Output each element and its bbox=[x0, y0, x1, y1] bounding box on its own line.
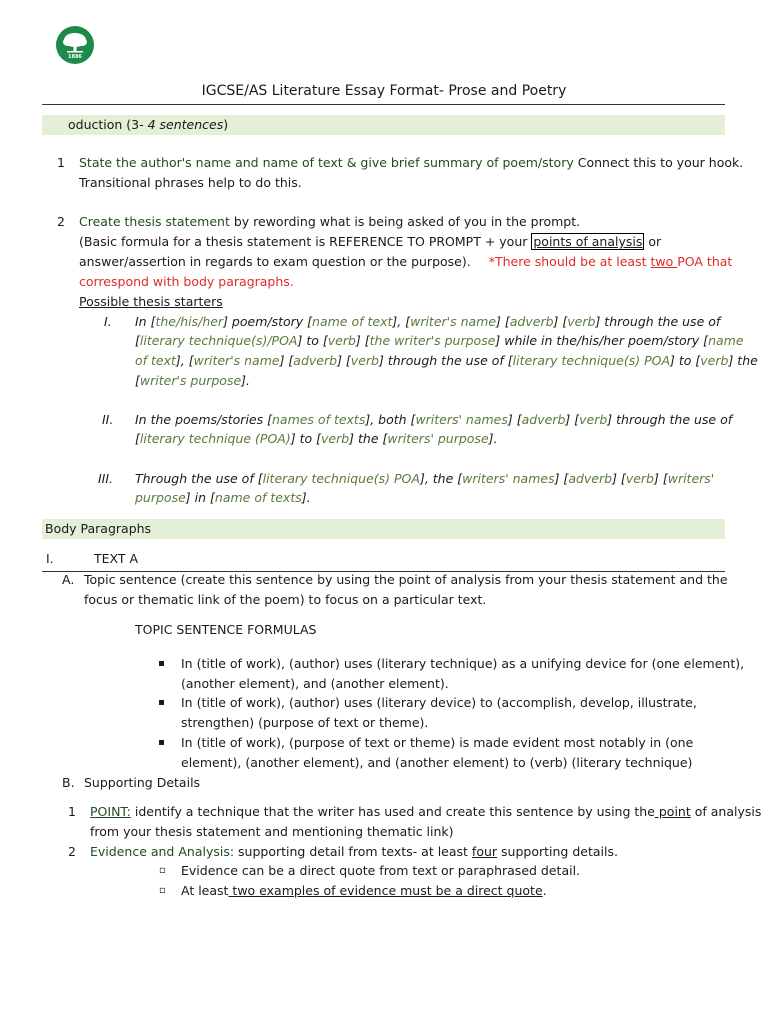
placeholder-text: writers' names bbox=[462, 471, 555, 486]
starter-1-line2 bbox=[135, 332, 744, 350]
text-a-label: TEXT A bbox=[94, 551, 139, 566]
point-line1: POINT: identify a technique that the writer has used and create this sentence by using the point of analysis bbox=[90, 804, 762, 819]
b-text: Supporting Details bbox=[84, 775, 201, 790]
starter-2-line1 bbox=[135, 411, 732, 429]
template-text: ] [ bbox=[507, 412, 522, 427]
placeholder-text: literary technique(s)/POA bbox=[139, 333, 298, 348]
template-text: [ bbox=[135, 431, 140, 446]
placeholder-text: the/his/her bbox=[155, 314, 224, 329]
sub-bullet-2: ▫ bbox=[159, 885, 166, 896]
template-text: ], the [ bbox=[419, 471, 463, 486]
placeholder-text: writer's purpose bbox=[139, 373, 242, 388]
placeholder-text: verb bbox=[579, 412, 608, 427]
placeholder-text: verb bbox=[350, 353, 379, 368]
school-logo bbox=[56, 26, 94, 64]
starter-1-line1 bbox=[135, 313, 720, 331]
starter-3-line1 bbox=[135, 470, 714, 488]
placeholder-text: literary technique(s) POA bbox=[262, 471, 420, 486]
formulas-title: TOPIC SENTENCE FORMULAS bbox=[135, 622, 317, 637]
template-text: ] [ bbox=[496, 314, 510, 329]
text-a-number: I. bbox=[46, 551, 54, 566]
item2-line3: answer/assertion in regards to exam question or the purpose). *There should be at least two POA that bbox=[79, 254, 733, 269]
template-text: ] [ bbox=[565, 412, 580, 427]
placeholder-text: writers' names bbox=[415, 412, 508, 427]
item2-number: 2 bbox=[57, 214, 65, 229]
a-line2: focus or thematic link of the poem) to focus on a particular text. bbox=[84, 592, 487, 607]
placeholder-text: writers' purpose bbox=[387, 431, 489, 446]
template-text: ] [ bbox=[553, 314, 568, 329]
template-text: ] [ bbox=[355, 333, 370, 348]
logo-year: 1886 bbox=[68, 54, 82, 60]
template-text: ]. bbox=[488, 431, 498, 446]
placeholder-text: verb bbox=[700, 353, 729, 368]
template-text: ] [ bbox=[612, 471, 626, 486]
placeholder-text: purpose bbox=[135, 490, 186, 505]
evidence-sub2: At least two examples of evidence must be a direct quote. bbox=[181, 883, 547, 898]
placeholder-text: verb bbox=[320, 431, 350, 446]
placeholder-text: adverb bbox=[293, 353, 338, 368]
template-text: ] [ bbox=[279, 353, 294, 368]
bullet-3 bbox=[159, 740, 164, 745]
a-line1: Topic sentence (create this sentence by using the point of analysis from your thesis statement and the bbox=[84, 572, 728, 587]
body-header: Body Paragraphs bbox=[45, 521, 152, 536]
bullet-2 bbox=[159, 700, 164, 705]
placeholder-text: name of texts bbox=[214, 490, 302, 505]
placeholder-text: literary technique(s) POA bbox=[512, 353, 671, 368]
intro-header: oduction (3- 4 sentences) bbox=[68, 117, 229, 132]
template-text: In the poems/stories [ bbox=[135, 412, 272, 427]
template-text: ] to [ bbox=[290, 431, 321, 446]
roman-2: II. bbox=[102, 412, 114, 427]
template-text: [ bbox=[135, 373, 140, 388]
evidence-line: Evidence and Analysis: supporting detail from texts- at least four supporting details. bbox=[90, 844, 618, 859]
template-text: ] the [ bbox=[349, 431, 388, 446]
template-text: ], both [ bbox=[365, 412, 416, 427]
template-text: ] [ bbox=[337, 353, 351, 368]
template-text: [ bbox=[135, 333, 140, 348]
starter-1-line3 bbox=[135, 352, 758, 370]
placeholder-text: names of texts bbox=[271, 412, 366, 427]
roman-1: I. bbox=[104, 314, 112, 329]
formula-3-line1: In (title of work), (purpose of text or theme) is made evident most notably in (one bbox=[181, 735, 694, 750]
bullet-1 bbox=[159, 661, 164, 666]
placeholder-text: verb bbox=[625, 471, 654, 486]
placeholder-text: writer's name bbox=[193, 353, 280, 368]
template-text: ], [ bbox=[392, 314, 411, 329]
a-label: A. bbox=[62, 572, 75, 587]
item2-line4: correspond with body paragraphs. bbox=[79, 274, 294, 289]
template-text: ]. bbox=[241, 373, 251, 388]
placeholder-text: literary technique (POA) bbox=[139, 431, 291, 446]
item1-number: 1 bbox=[57, 155, 65, 170]
template-text: ] [ bbox=[653, 471, 668, 486]
placeholder-text: of text bbox=[135, 353, 176, 368]
title-rule bbox=[42, 104, 725, 105]
placeholder-text: name bbox=[708, 333, 744, 348]
starter-1-line4 bbox=[135, 372, 250, 390]
placeholder-text: verb bbox=[567, 314, 596, 329]
template-text: ] [ bbox=[554, 471, 569, 486]
template-text: ] poem/story [ bbox=[223, 314, 313, 329]
template-text: In [ bbox=[135, 314, 156, 329]
placeholder-text: adverb bbox=[509, 314, 554, 329]
template-text: ]. bbox=[301, 490, 311, 505]
item2-line1: Create thesis statement by rewording what is being asked of you in the prompt. bbox=[79, 214, 581, 229]
placeholder-text: verb bbox=[327, 333, 356, 348]
starter-2-line2 bbox=[135, 430, 498, 448]
placeholder-text: writers' bbox=[667, 471, 715, 486]
formula-2-line1: In (title of work), (author) uses (literary device) to (accomplish, develop, illustrate, bbox=[181, 695, 697, 710]
formula-2-line2: strengthen) (purpose of text or theme). bbox=[181, 715, 429, 730]
placeholder-text: the writer's purpose bbox=[369, 333, 496, 348]
formula-3-line2: element), (another element), and (another element) to (verb) (literary technique) bbox=[181, 755, 693, 770]
template-text: ] to [ bbox=[670, 353, 701, 368]
item1-line2: Transitional phrases help to do this. bbox=[79, 175, 302, 190]
placeholder-text: adverb bbox=[568, 471, 613, 486]
template-text: ] in [ bbox=[185, 490, 215, 505]
template-text: ] through the use of [ bbox=[378, 353, 513, 368]
roman-3: III. bbox=[98, 471, 114, 486]
template-text: Through the use of [ bbox=[135, 471, 263, 486]
formula-1-line2: (another element), and (another element). bbox=[181, 676, 449, 691]
point-line2: from your thesis statement and mentioning thematic link) bbox=[90, 824, 454, 839]
placeholder-text: adverb bbox=[521, 412, 566, 427]
template-text: ] through the use of bbox=[595, 314, 721, 329]
evidence-number: 2 bbox=[68, 844, 76, 859]
starter-3-line2 bbox=[135, 489, 311, 507]
item1-line1: State the author's name and name of text & give brief summary of poem/story Connect this to your hook. bbox=[79, 155, 744, 170]
template-text: ] to [ bbox=[297, 333, 328, 348]
page-title: IGCSE/AS Literature Essay Format- Prose and Poetry bbox=[201, 83, 567, 99]
template-text: ], [ bbox=[175, 353, 194, 368]
b-label: B. bbox=[62, 775, 75, 790]
template-text: ] through the use of bbox=[607, 412, 733, 427]
formula-1-line1: In (title of work), (author) uses (literary technique) as a unifying device for (one element), bbox=[181, 656, 745, 671]
point-number: 1 bbox=[68, 804, 76, 819]
points-of-analysis-box: points of analysis bbox=[533, 234, 643, 249]
sub-bullet-1: ▫ bbox=[159, 865, 166, 876]
evidence-sub1: Evidence can be a direct quote from text or paraphrased detail. bbox=[181, 863, 581, 878]
item2-line2: (Basic formula for a thesis statement is REFERENCE TO PROMPT + your points of analysis or bbox=[79, 234, 662, 249]
placeholder-text: writer's name bbox=[410, 314, 497, 329]
template-text: ] the bbox=[728, 353, 758, 368]
placeholder-text: name of text bbox=[312, 314, 393, 329]
template-text: ] while in the/his/her poem/story [ bbox=[495, 333, 709, 348]
thesis-starters-label: Possible thesis starters bbox=[79, 294, 223, 309]
